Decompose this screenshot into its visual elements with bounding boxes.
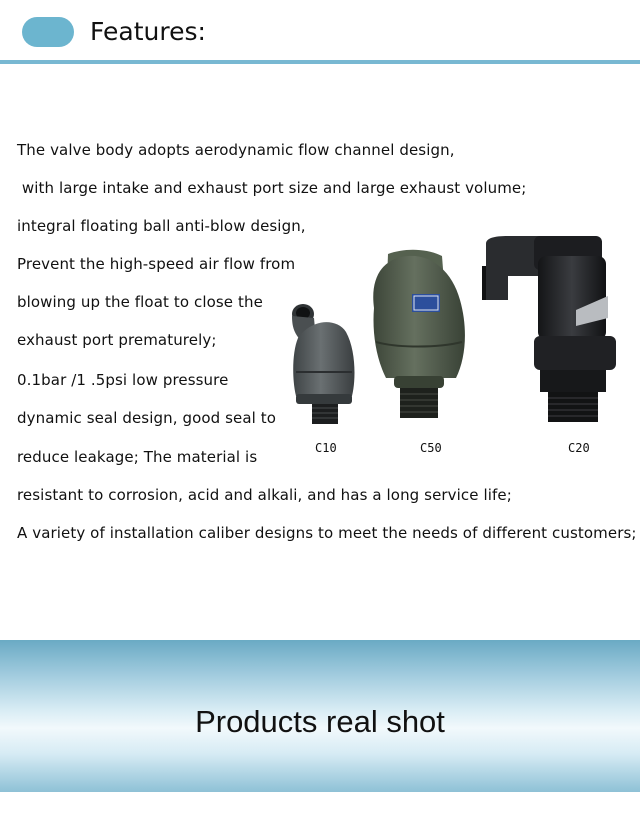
feature-line: blowing up the float to close the [17,293,263,311]
valve-c50-image [368,248,470,428]
valve-c20-image [478,236,618,428]
section-header [0,0,640,64]
feature-line: A variety of installation caliber designs to meet the needs of different customers; [17,524,637,542]
products-banner [0,640,640,792]
feature-line: with large intake and exhaust port size and large exhaust volume; [17,179,527,197]
feature-line: integral floating ball anti-blow design, [17,217,306,235]
product-label-c50: C50 [420,441,442,455]
feature-line: The valve body adopts aerodynamic flow channel design, [17,141,455,159]
page-bottom-margin [0,792,640,825]
product-label-c10: C10 [315,441,337,455]
feature-line: Prevent the high-speed air flow from [17,255,296,273]
header-divider [0,60,640,64]
feature-line: exhaust port prematurely; [17,331,217,349]
feature-line: dynamic seal design, good seal to [17,409,277,427]
feature-line: 0.1bar /1 .5psi low pressure [17,371,229,389]
feature-line: reduce leakage; The material is [17,448,258,466]
valve-c10-image [286,300,362,430]
product-label-c20: C20 [568,441,590,455]
header-pill-decoration [22,17,74,47]
banner-title: Products real shot [195,704,445,739]
section-title: Features: [90,17,206,46]
feature-line: resistant to corrosion, acid and alkali, and has a long service life; [17,486,512,504]
